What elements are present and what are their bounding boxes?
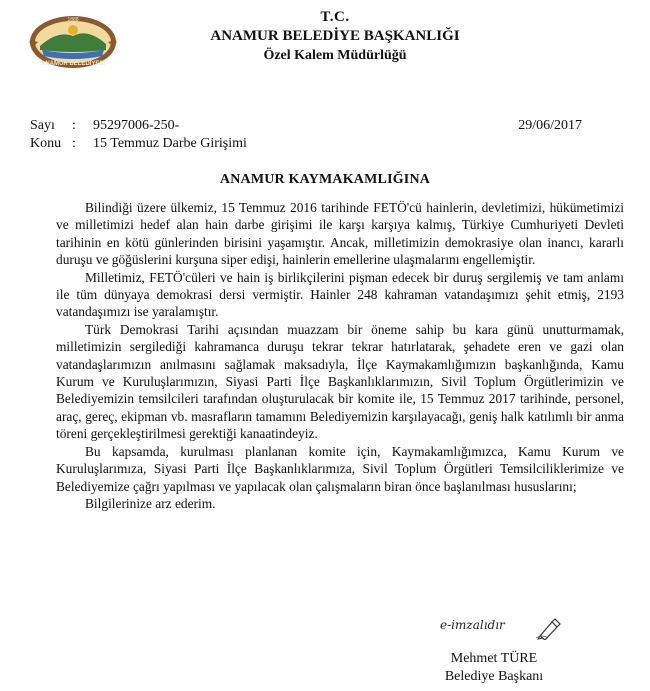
- letterhead-tc: T.C.: [320, 9, 350, 25]
- document-date: 29/06/2017: [518, 118, 582, 133]
- seal-year: 1888: [67, 17, 79, 23]
- letterhead-organization: ANAMUR BELEDİYE BAŞKANLIĞI: [210, 28, 460, 44]
- pen-nib-icon: [536, 616, 562, 640]
- subject-label: Konu: [30, 136, 62, 151]
- paragraph-1: Bilindiği üzere ülkemiz, 15 Temmuz 2016 tarihinde FETÖ'cü hainlerin, devletimizi, hükümetimizi ve milletimizi hedef alan hain darbe girişimi ile karşı karşıya kalmış, Türkiye Cumhuriyeti Devleti tarihinin en kötü günlerinden birisini yaşamıştır. Ancak, milletimizin demokrasiye olan inancı, kararlı duruşu ve göğüslerini kurşuna siper edişi, hainlerin emellerine ulaşmalarını engellemiştir.: [56, 200, 624, 268]
- addressee: ANAMUR KAYMAKAMLIĞINA: [219, 172, 431, 187]
- esignature-stamp: [440, 616, 570, 642]
- number-label: Sayı: [30, 118, 55, 133]
- letter-body: [56, 199, 624, 512]
- number-colon: :: [72, 118, 76, 133]
- signer-name: Mehmet TÜRE: [450, 651, 538, 666]
- subject-value: 15 Temmuz Darbe Girişimi: [93, 136, 247, 151]
- letterhead-unit: Özel Kalem Müdürlüğü: [263, 48, 407, 63]
- paragraph-2: Milletimiz, FETÖ'cüleri ve hain iş birlikçilerini pişman edecek bir duruş sergilemiş ve tam anlamı ile tüm dünyaya demokrasi dersi vermiştir. Hainler 248 kahraman vatandaşımızı şehit etmiş, 2193 vatandaşımızı ise yaralamıştır.: [56, 269, 624, 320]
- esignature-label: e-imzalıdır: [440, 618, 505, 632]
- municipality-seal-icon: [28, 10, 118, 70]
- letterhead: [170, 8, 500, 65]
- meta-subject-row: [30, 135, 590, 153]
- document-meta: [30, 117, 590, 153]
- paragraph-5: Bilgilerinize arz ederim.: [85, 495, 216, 511]
- number-value: 95297006-250-: [93, 118, 180, 133]
- seal-text: ANAMUR BELEDİYESİ: [40, 61, 106, 67]
- signer-block: [414, 650, 574, 686]
- meta-number-row: [30, 117, 590, 135]
- paragraph-3: Türk Demokrasi Tarihi açısından muazzam bir öneme sahip bu kara günü unutturmamak, milletimizin sergilediği kahramanca duruşu tekrar tekrar hatırlatarak, şehadete eren ve gazi olan vatandaşlarımızın anılmasını sağlamak maksadıyla, İlçe Kaymakamlığımızın başkanlığında, Kamu Kurum ve Kuruluşlarımızın, Siyasi Parti İlçe Başkanlıklarımızın, Sivil Toplum Örgütlerimizin ve Belediyemizin temsilcileri tarafından oluşturulacak bir komite ile, 15 Temmuz 2017 tarihinde, personel, araç, gereç, ekipman vb. masrafların tamamını Belediyemizin karşılayacağı, geniş halk katılımlı bir anma töreni gerçekleştirilmesi gerektiği kanaatindeyiz.: [56, 321, 624, 442]
- signer-title: Belediye Başkanı: [444, 669, 544, 684]
- subject-colon: :: [72, 136, 76, 151]
- paragraph-4: Bu kapsamda, kurulması planlanan komite için, Kaymakamlığımızca, Kamu Kurum ve Kuruluşlarımıza, Siyasi Parti İlçe Başkanlıklarımıza, Sivil Toplum Örgütleri Temsilciliklerimize ve Belediyemize çağrı yapılması ve yapılacak olan çalışmaların biran önce başlanılması hususlarını;: [56, 443, 624, 494]
